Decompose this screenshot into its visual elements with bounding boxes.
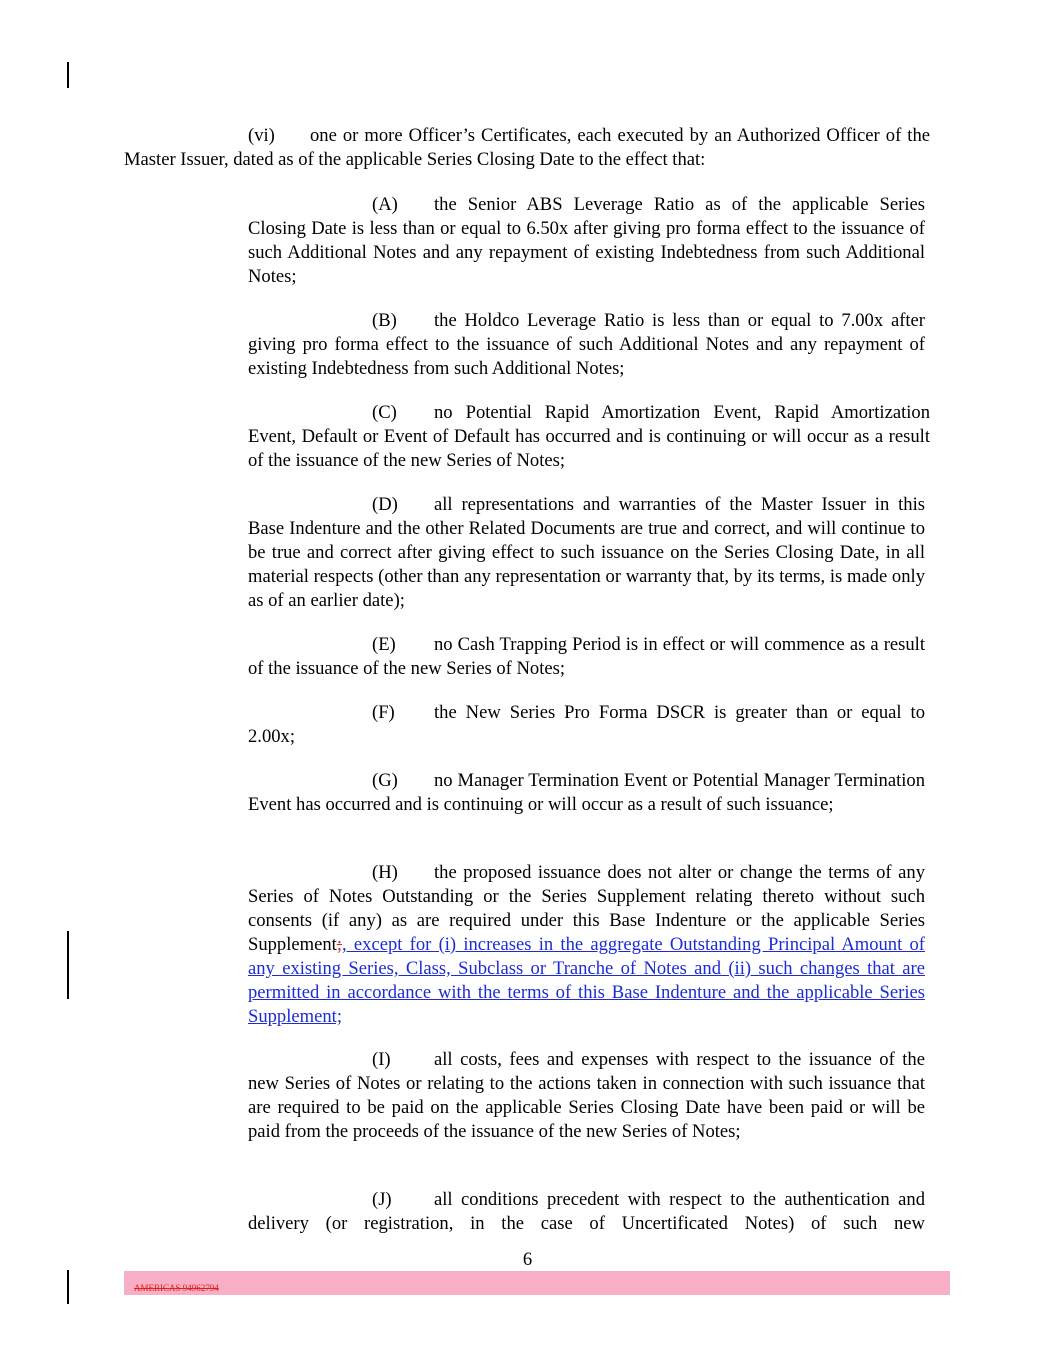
- clause-B: [248, 309, 925, 381]
- inserted-text: , except for (i) increases in the aggregate Outstanding Principal Amount of any existing Series, Class, Subclass or Tranche of Notes and (ii) such changes that are permitted in accordance with the terms of this Base Indenture and the applicable Series Supplement;: [248, 934, 925, 1027]
- change-bar: [67, 62, 69, 88]
- page-number: 6: [522, 1249, 533, 1270]
- clause-text: no Manager Termination Event or Potential Manager Termination Event has occurred and is continuing or will occur as a result of such issuance;: [248, 770, 925, 815]
- document-id: AMERICAS 94962794: [134, 1283, 219, 1293]
- deleted-text: ;: [336, 934, 343, 955]
- clause-text: no Cash Trapping Period is in effect or will commence as a result of the issuance of the new Series of Notes;: [248, 634, 925, 679]
- clause-marker: (E): [372, 634, 396, 655]
- clause-J: [248, 1188, 925, 1236]
- clause-F: [248, 701, 925, 749]
- clause-H: [248, 861, 925, 1029]
- clause-C: [248, 401, 930, 473]
- clause-marker: (F): [372, 702, 395, 723]
- clause-text: all conditions precedent with respect to the authentication and delivery (or registration, in the case of Uncertificated Notes) of such new: [248, 1189, 925, 1234]
- change-bar: [67, 1270, 69, 1304]
- clause-text: the Senior ABS Leverage Ratio as of the applicable Series Closing Date is less than or equal to 6.50x after giving pro forma effect to the issuance of such Additional Notes and any repayment of existing Indebtedness from such Additional Notes;: [248, 194, 925, 287]
- clause-A: [248, 193, 925, 289]
- clause-text: the proposed issuance does not alter or change the terms of any Series of Notes Outstanding or the Series Supplement relating thereto without such consents (if any) as are required under this Base Indenture or the applicable Series Supplement: [248, 862, 925, 955]
- clause-G: [248, 769, 925, 817]
- clause-text: the New Series Pro Forma DSCR is greater than or equal to 2.00x;: [248, 702, 925, 747]
- clause-marker: (D): [372, 494, 398, 515]
- clause-text: no Potential Rapid Amortization Event, Rapid Amortization Event, Default or Event of Default has occurred and is continuing or will occur as a result of the issuance of the new Series of Notes;: [248, 402, 930, 471]
- clause-marker: (G): [372, 770, 398, 791]
- clause-marker: (B): [372, 310, 397, 331]
- clause-marker: (A): [372, 194, 398, 215]
- clause-marker: (I): [372, 1049, 391, 1070]
- clause-marker: (vi): [248, 125, 275, 146]
- clause-E: [248, 633, 925, 681]
- clause-text: the Holdco Leverage Ratio is less than or equal to 7.00x after giving pro forma effect to the issuance of such Additional Notes and any repayment of existing Indebtedness from such Additional Notes;: [248, 310, 925, 379]
- clause-I: [248, 1048, 925, 1144]
- change-bar: [67, 931, 69, 999]
- clause-vi: [124, 124, 930, 172]
- clause-marker: (H): [372, 862, 398, 883]
- clause-marker: (C): [372, 402, 397, 423]
- clause-text: one or more Officer’s Certificates, each executed by an Authorized Officer of the Master Issuer, dated as of the applicable Series Closing Date to the effect that:: [124, 125, 930, 170]
- clause-text: all representations and warranties of the Master Issuer in this Base Indenture and the other Related Documents are true and correct, and will continue to be true and correct after giving effect to such issuance on the Series Closing Date, in all material respects (other than any representation or warranty that, by its terms, is made only as of an earlier date);: [248, 494, 925, 611]
- clause-text: all costs, fees and expenses with respect to the issuance of the new Series of Notes or relating to the actions taken in connection with such issuance that are required to be paid on the applicable Series Closing Date have been paid or will be paid from the proceeds of the issuance of the new Series of Notes;: [248, 1049, 925, 1142]
- clause-marker: (J): [372, 1189, 392, 1210]
- footer-band: [124, 1271, 950, 1295]
- clause-D: [248, 493, 925, 613]
